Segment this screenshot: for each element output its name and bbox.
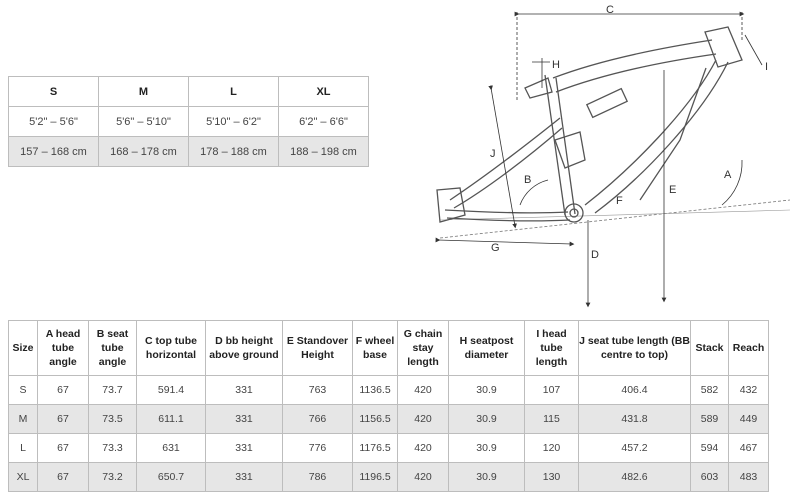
header-seat-tube-angle: B seat tube angle bbox=[89, 321, 137, 376]
table-cell: 73.5 bbox=[89, 405, 137, 434]
size-cell: M bbox=[99, 77, 189, 107]
height-metric-cell: 168 – 178 cm bbox=[99, 137, 189, 167]
ground-line bbox=[440, 200, 790, 238]
header-reach: Reach bbox=[729, 321, 769, 376]
header-head-tube-angle: A head tube angle bbox=[38, 321, 89, 376]
table-cell: 73.7 bbox=[89, 376, 137, 405]
label-g: G bbox=[491, 242, 500, 254]
size-row bbox=[9, 77, 369, 107]
table-cell: 449 bbox=[729, 405, 769, 434]
table-cell: 603 bbox=[691, 463, 729, 492]
label-f: F bbox=[616, 195, 623, 207]
height-imperial-cell: 5'6" – 5'10" bbox=[99, 107, 189, 137]
table-cell: XL bbox=[9, 463, 38, 492]
table-cell: L bbox=[9, 434, 38, 463]
height-imperial-cell: 5'2" – 5'6" bbox=[9, 107, 99, 137]
table-cell: 650.7 bbox=[137, 463, 206, 492]
label-b: B bbox=[524, 174, 532, 186]
table-cell: 582 bbox=[691, 376, 729, 405]
table-cell: 67 bbox=[38, 376, 89, 405]
table-row bbox=[9, 463, 769, 492]
table-cell: 120 bbox=[525, 434, 579, 463]
size-cell: L bbox=[189, 77, 279, 107]
table-cell: 591.4 bbox=[137, 376, 206, 405]
table-cell: 467 bbox=[729, 434, 769, 463]
table-cell: 331 bbox=[206, 376, 283, 405]
geometry-table bbox=[8, 320, 769, 492]
height-metric-cell: 188 – 198 cm bbox=[279, 137, 369, 167]
table-cell: 457.2 bbox=[579, 434, 691, 463]
header-wheelbase: F wheel base bbox=[353, 321, 398, 376]
table-cell: 763 bbox=[283, 376, 353, 405]
table-cell: S bbox=[9, 376, 38, 405]
table-cell: 115 bbox=[525, 405, 579, 434]
size-cell: S bbox=[9, 77, 99, 107]
table-cell: 67 bbox=[38, 405, 89, 434]
header-top-tube: C top tube horizontal bbox=[137, 321, 206, 376]
table-cell: 786 bbox=[283, 463, 353, 492]
label-j: J bbox=[490, 148, 496, 160]
table-cell: 67 bbox=[38, 434, 89, 463]
geometry-body bbox=[9, 376, 769, 492]
table-cell: 406.4 bbox=[579, 376, 691, 405]
table-cell: 420 bbox=[398, 376, 449, 405]
table-cell: 420 bbox=[398, 405, 449, 434]
header-head-tube-length: I head tube length bbox=[525, 321, 579, 376]
header-bb-height: D bb height above ground bbox=[206, 321, 283, 376]
table-cell: 1136.5 bbox=[353, 376, 398, 405]
height-metric-cell: 178 – 188 cm bbox=[189, 137, 279, 167]
table-cell: 73.2 bbox=[89, 463, 137, 492]
table-cell: 1156.5 bbox=[353, 405, 398, 434]
frame-reference-line bbox=[440, 210, 790, 220]
table-cell: 776 bbox=[283, 434, 353, 463]
header-size: Size bbox=[9, 321, 38, 376]
frame-geometry-diagram bbox=[420, 0, 800, 310]
header-seat-tube-length: J seat tube length (BB centre to top) bbox=[579, 321, 691, 376]
metric-height-row bbox=[9, 137, 369, 167]
table-cell: 331 bbox=[206, 405, 283, 434]
label-h: H bbox=[552, 59, 560, 71]
height-metric-cell: 157 – 168 cm bbox=[9, 137, 99, 167]
table-cell: 631 bbox=[137, 434, 206, 463]
table-cell: 483 bbox=[729, 463, 769, 492]
table-cell: 107 bbox=[525, 376, 579, 405]
label-a: A bbox=[724, 169, 732, 181]
height-imperial-cell: 5'10" – 6'2" bbox=[189, 107, 279, 137]
bike-frame bbox=[437, 27, 742, 222]
table-cell: 30.9 bbox=[449, 405, 525, 434]
table-cell: 420 bbox=[398, 434, 449, 463]
imperial-height-row bbox=[9, 107, 369, 137]
table-cell: 766 bbox=[283, 405, 353, 434]
table-cell: 331 bbox=[206, 434, 283, 463]
table-cell: 73.3 bbox=[89, 434, 137, 463]
table-cell: 130 bbox=[525, 463, 579, 492]
table-cell: 482.6 bbox=[579, 463, 691, 492]
header-standover: E Standover Height bbox=[283, 321, 353, 376]
table-cell: 331 bbox=[206, 463, 283, 492]
table-cell: 67 bbox=[38, 463, 89, 492]
table-cell: 30.9 bbox=[449, 376, 525, 405]
table-row bbox=[9, 376, 769, 405]
header-stack: Stack bbox=[691, 321, 729, 376]
label-d: D bbox=[591, 249, 599, 261]
size-chart-table bbox=[8, 76, 369, 167]
table-cell: 594 bbox=[691, 434, 729, 463]
label-c: C bbox=[606, 4, 614, 16]
table-cell: 30.9 bbox=[449, 463, 525, 492]
height-imperial-cell: 6'2" – 6'6" bbox=[279, 107, 369, 137]
header-seatpost-diameter: H seatpost diameter bbox=[449, 321, 525, 376]
table-cell: 432 bbox=[729, 376, 769, 405]
label-e: E bbox=[669, 184, 677, 196]
table-row bbox=[9, 405, 769, 434]
geometry-header-row bbox=[9, 321, 769, 376]
table-cell: 1196.5 bbox=[353, 463, 398, 492]
table-cell: 420 bbox=[398, 463, 449, 492]
table-cell: 431.8 bbox=[579, 405, 691, 434]
label-i: I bbox=[765, 61, 769, 73]
table-cell: 589 bbox=[691, 405, 729, 434]
table-row bbox=[9, 434, 769, 463]
header-chainstay: G chain stay length bbox=[398, 321, 449, 376]
table-cell: 1176.5 bbox=[353, 434, 398, 463]
size-cell: XL bbox=[279, 77, 369, 107]
table-cell: 611.1 bbox=[137, 405, 206, 434]
table-cell: M bbox=[9, 405, 38, 434]
table-cell: 30.9 bbox=[449, 434, 525, 463]
